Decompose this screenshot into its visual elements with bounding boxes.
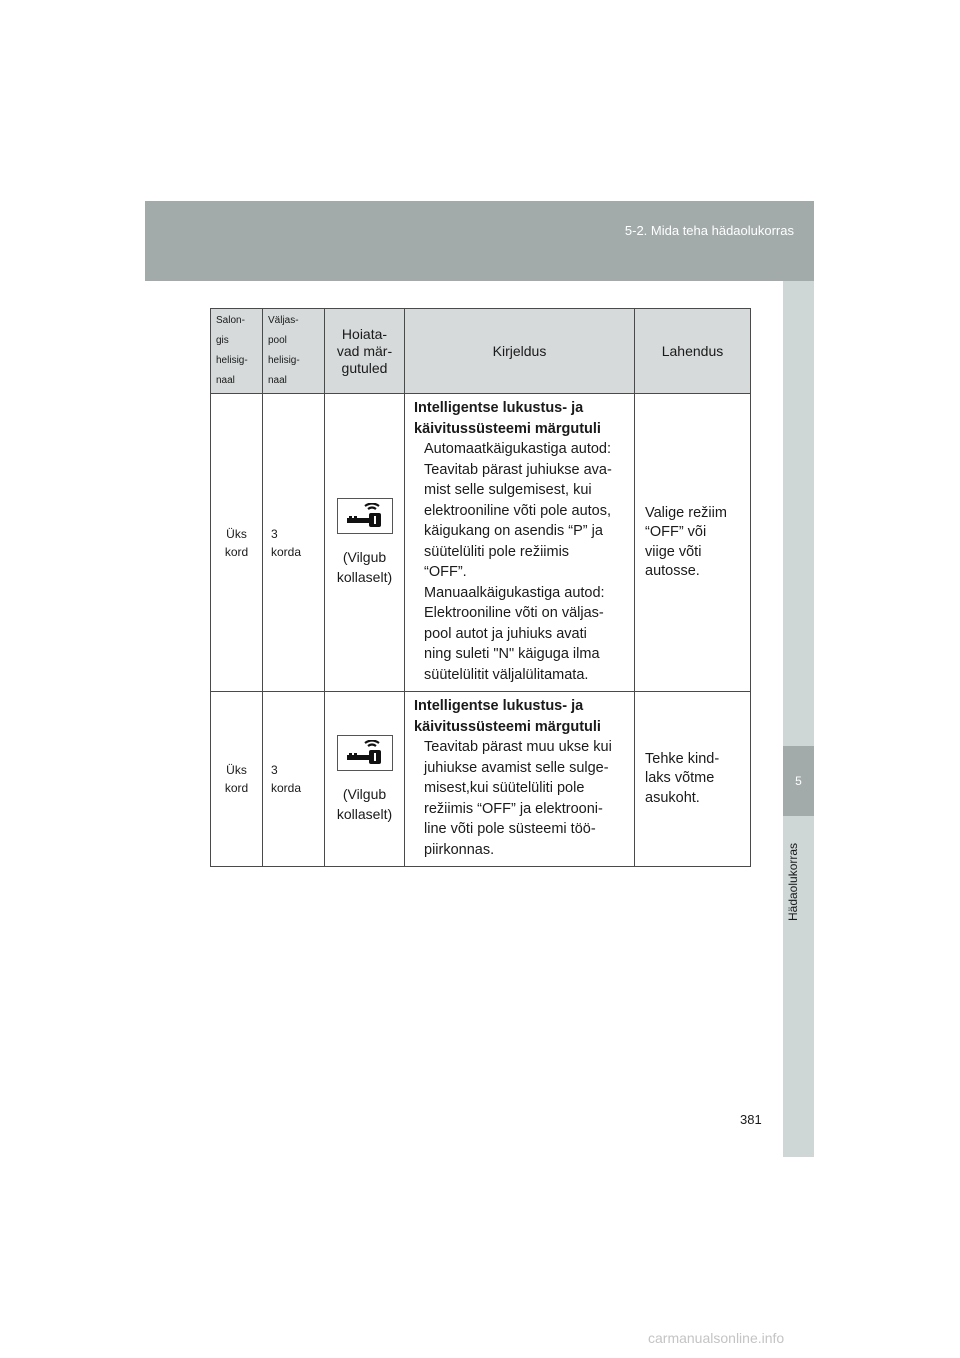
description-cell: Intelligentse lukustus- ja käivitussüsteemi märgutuli Automaatkäigukastiga autod: Teavitab pärast juhiukse ava- mist selle sulgemisest, kui elektrooniline võti pole autos, käigukang on asendis “P” ja süütelüliti pole režiimis “OFF”. Manuaalkäigukastiga autod: Elektrooniline võti on väljas- pool autot ja juhiuks avati ning suleti "N" käiguga ilma süütelülitit väljalülitamata.: [405, 394, 635, 692]
table-row: [211, 394, 751, 692]
smart-key-warning-icon: [337, 498, 393, 534]
chapter-tab: [783, 746, 814, 816]
exterior-buzzer-cell: 3 korda: [263, 394, 325, 692]
page-number: 381: [740, 1112, 762, 1127]
table-row: [211, 692, 751, 867]
header-remedy: Lahendus: [635, 309, 751, 394]
smart-key-warning-icon: [337, 735, 393, 771]
table-header-row: [211, 309, 751, 394]
side-strip: [783, 281, 814, 1157]
header-band: [145, 201, 814, 281]
section-title: 5-2. Mida teha hädaolukorras: [624, 223, 794, 238]
header-interior-buzzer: Salon- gis helisig- naal: [211, 309, 263, 394]
watermark: carmanualsonline.info: [648, 1330, 785, 1346]
interior-buzzer-cell: Üks kord: [211, 394, 263, 692]
exterior-buzzer-cell: 3 korda: [263, 692, 325, 867]
header-exterior-buzzer: Väljas- pool helisig- naal: [263, 309, 325, 394]
warning-lamp-cell: (Vilgub kollaselt): [325, 692, 405, 867]
header-warning-lamps: Hoiata- vad mär- gutuled: [325, 309, 405, 394]
header-description: Kirjeldus: [405, 309, 635, 394]
chapter-number: 5: [795, 774, 802, 788]
chapter-label: Hädaolukorras: [786, 842, 800, 922]
warning-table: [210, 308, 751, 867]
remedy-cell: Valige režiim “OFF” või viige võti autosse.: [635, 394, 751, 692]
warning-lamp-cell: (Vilgub kollaselt): [325, 394, 405, 692]
description-cell: Intelligentse lukustus- ja käivitussüsteemi märgutuli Teavitab pärast muu ukse kui juhiukse avamist selle sulge- misest,kui süütelüliti pole režiimis “OFF” ja elektrooni- line võti pole süsteemi töö- piirkonnas.: [405, 692, 635, 867]
remedy-cell: Tehke kind- laks võtme asukoht.: [635, 692, 751, 867]
interior-buzzer-cell: Üks kord: [211, 692, 263, 867]
